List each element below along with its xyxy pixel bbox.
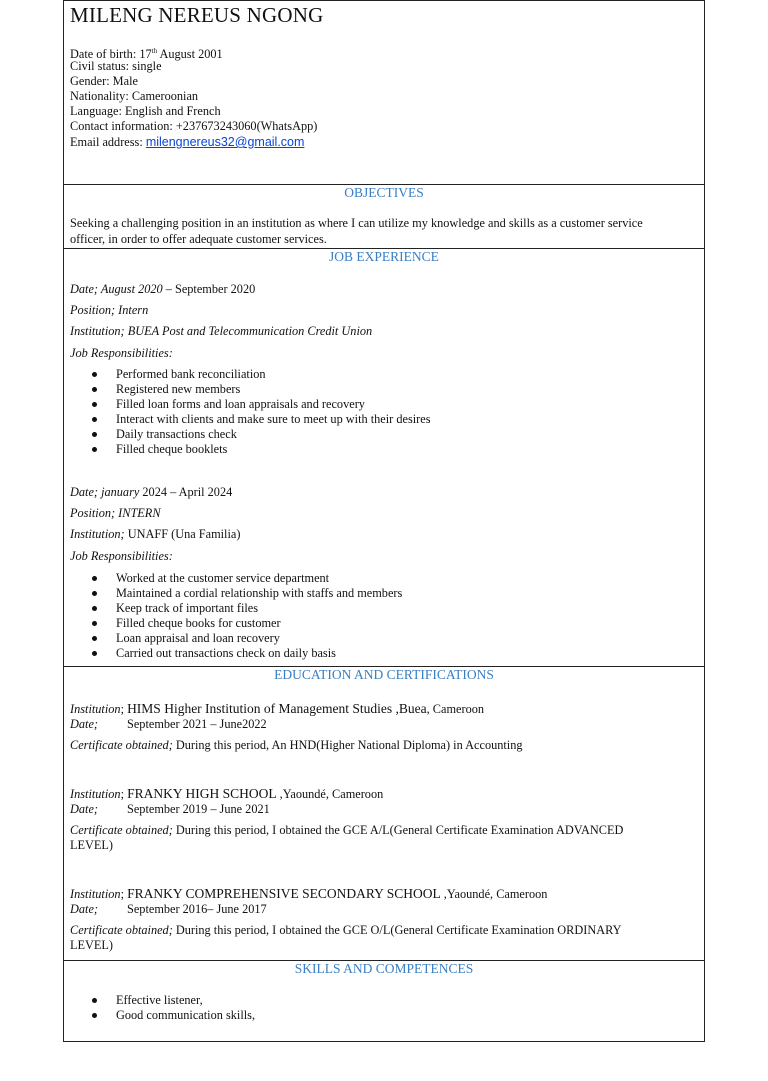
job-1-responsibilities-label: Job Responsibilities: [70, 346, 173, 360]
email-link[interactable]: milengnereus32@gmail.com [145, 135, 305, 149]
email-row [70, 135, 304, 150]
list-item: Maintained a cordial relationship with staffs and members [70, 586, 402, 601]
edu-2-certificate: Certificate obtained; During this period, I obtained the GCE A/L(General Certificate Examination ADVANCED [70, 823, 624, 837]
job-experience-section [64, 249, 704, 667]
list-item: Carried out transactions check on daily basis [70, 646, 402, 661]
list-item: Good communication skills, [70, 1008, 255, 1023]
skills-list [70, 993, 255, 1023]
edu-1-date: Date; September 2021 – June2022 [70, 717, 267, 731]
job-1-position: Position; Intern [70, 303, 149, 317]
job-2-institution: Institution; UNAFF (Una Familia) [70, 527, 241, 541]
list-item: Filled loan forms and loan appraisals and recovery [70, 397, 431, 412]
list-item: Performed bank reconciliation [70, 367, 431, 382]
objectives-heading: OBJECTIVES [344, 185, 424, 200]
date-of-birth: Date of birth: 17th August 2001 [70, 47, 223, 62]
edu-3-institution: Institution; FRANKY COMPREHENSIVE SECONDARY SCHOOL ,Yaoundé, Cameroon [70, 886, 548, 901]
list-item: Daily transactions check [70, 427, 431, 442]
education-section [64, 667, 704, 961]
job-experience-heading: JOB EXPERIENCE [329, 249, 439, 264]
list-item: Worked at the customer service department [70, 571, 402, 586]
list-item: Filled cheque booklets [70, 442, 431, 457]
job-1-date: Date; August 2020 – September 2020 [70, 282, 256, 296]
edu-1-certificate: Certificate obtained; During this period, An HND(Higher National Diploma) in Accounting [70, 738, 523, 752]
list-item: Interact with clients and make sure to meet up with their desires [70, 412, 431, 427]
civil-status: Civil status: single [70, 59, 162, 73]
list-item: Filled cheque books for customer [70, 616, 402, 631]
objectives-section [64, 185, 704, 249]
objectives-line-1: Seeking a challenging position in an institution as where I can utilize my knowledge and skills as a customer service [70, 216, 643, 230]
cv-document [63, 0, 705, 1042]
contact-information: Contact information: +237673243060(WhatsApp) [70, 119, 318, 133]
skills-section [64, 961, 704, 1081]
edu-2-institution: Institution; FRANKY HIGH SCHOOL ,Yaoundé, Cameroon [70, 786, 384, 801]
objectives-line-2: officer, in order to offer adequate customer services. [70, 232, 327, 246]
job-1-responsibilities-list [70, 367, 431, 457]
list-item: Effective listener, [70, 993, 255, 1008]
email-label: Email address: [70, 135, 146, 149]
edu-2-certificate-cont: LEVEL) [70, 838, 114, 852]
education-heading: EDUCATION AND CERTIFICATIONS [274, 667, 494, 682]
gender: Gender: Male [70, 74, 138, 88]
list-item: Registered new members [70, 382, 431, 397]
job-2-position: Position; INTERN [70, 506, 161, 520]
list-item: Loan appraisal and loan recovery [70, 631, 402, 646]
edu-3-certificate: Certificate obtained; During this period, I obtained the GCE O/L(General Certificate Examination ORDINARY [70, 923, 622, 937]
edu-3-date: Date; September 2016– June 2017 [70, 902, 267, 916]
job-2-responsibilities-list [70, 571, 402, 661]
job-1-institution: Institution; BUEA Post and Telecommunication Credit Union [70, 324, 373, 338]
candidate-name: MILENG NEREUS NGONG [70, 3, 324, 27]
list-item: Keep track of important files [70, 601, 402, 616]
edu-2-date: Date; September 2019 – June 2021 [70, 802, 270, 816]
personal-info-section [64, 1, 704, 185]
nationality: Nationality: Cameroonian [70, 89, 199, 103]
language: Language: English and French [70, 104, 221, 118]
edu-3-certificate-cont: LEVEL) [70, 938, 114, 952]
job-2-responsibilities-label: Job Responsibilities: [70, 549, 173, 563]
edu-1-institution: Institution; HIMS Higher Institution of Management Studies ,Buea, Cameroon [70, 701, 485, 716]
skills-heading: SKILLS AND COMPETENCES [294, 961, 474, 976]
job-2-date: Date; january 2024 – April 2024 [70, 485, 233, 499]
